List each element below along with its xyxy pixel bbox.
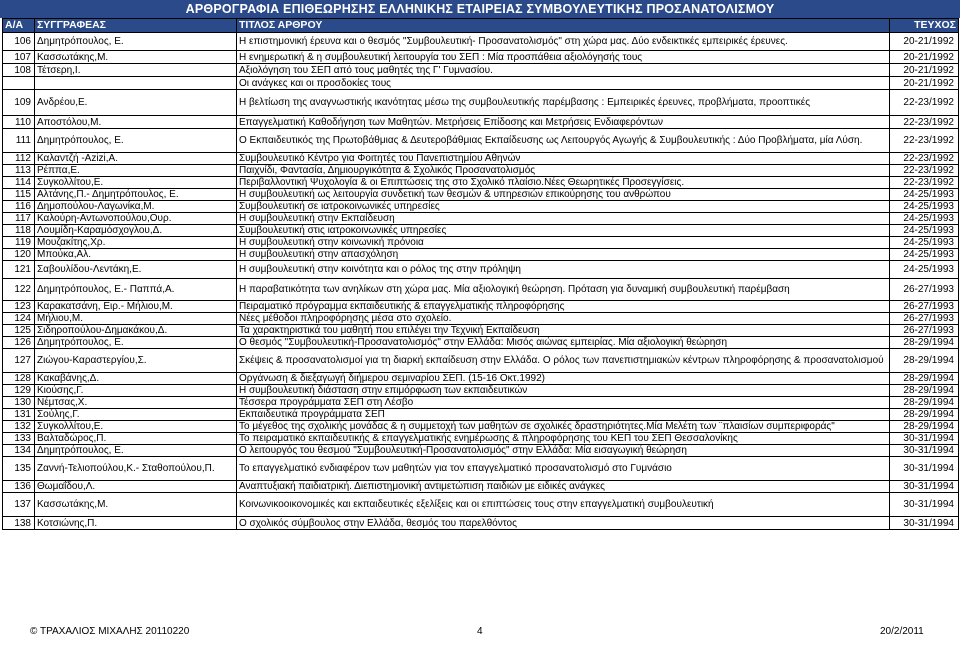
row-issue: 30-31/1994 bbox=[890, 457, 959, 481]
table-row bbox=[3, 301, 959, 313]
row-issue: 30-31/1994 bbox=[890, 433, 959, 445]
row-number: 126 bbox=[3, 337, 35, 349]
table-row bbox=[3, 397, 959, 409]
row-issue: 30-31/1994 bbox=[890, 493, 959, 517]
row-number: 111 bbox=[3, 129, 35, 153]
row-issue: 28-29/1994 bbox=[890, 373, 959, 385]
row-title: Ο σχολικός σύμβουλος στην Ελλάδα, θεσμός του παρελθόντος bbox=[237, 517, 890, 530]
row-number: 135 bbox=[3, 457, 35, 481]
row-author: Μήλιου,Μ. bbox=[35, 313, 237, 325]
table-row bbox=[3, 409, 959, 421]
row-number: 113 bbox=[3, 165, 35, 177]
row-issue: 22-23/1992 bbox=[890, 177, 959, 189]
row-issue: 22-23/1992 bbox=[890, 116, 959, 129]
row-issue: 24-25/1993 bbox=[890, 249, 959, 261]
row-author: Καλαντζή -Azizi,Α. bbox=[35, 153, 237, 165]
row-title: Η επιστημονική έρευνα και ο θεσμός "Συμβουλευτική- Προσανατολισμός" στη χώρα μας. Δύο ενδεικτικές εμπειρικές έρευνες. bbox=[237, 33, 890, 51]
row-title: Περιβαλλοντική Ψυχολογία & οι Επιπτώσεις της στο Σχολικό πλαίσιο.Νέες Θεωρητικές Προσεγγίσεις. bbox=[237, 177, 890, 189]
row-title: Τέσσερα προγράμματα ΣΕΠ στη Λέσβο bbox=[237, 397, 890, 409]
row-author: Δημοπούλου-Λαγωνίκα,Μ. bbox=[35, 201, 237, 213]
footer-copyright: © ΤΡΑΧΑΛΙΟΣ ΜΙΧΑΛΗΣ 20110220 bbox=[30, 626, 190, 637]
table-row bbox=[3, 261, 959, 279]
row-issue: 28-29/1994 bbox=[890, 349, 959, 373]
row-title: Νέες μέθοδοι πληροφόρησης μέσα στο σχολείο. bbox=[237, 313, 890, 325]
page-title: ΑΡΘΡΟΓΡΑΦΙΑ ΕΠΙΘΕΩΡΗΣΗΣ ΕΛΛΗΝΙΚΗΣ ΕΤΑΙΡΕΙΑΣ ΣΥΜΒΟΥΛΕΥΤΙΚΗΣ ΠΡΟΣΑΝΑΤΟΛΙΣΜΟΥ bbox=[0, 0, 960, 18]
row-author: Δημητρόπουλος, Ε. bbox=[35, 337, 237, 349]
row-issue: 24-25/1993 bbox=[890, 225, 959, 237]
row-title: Συμβουλευτική σε ιατροκοινωνικές υπηρεσίες bbox=[237, 201, 890, 213]
row-author: Μουζακίτης,Χρ. bbox=[35, 237, 237, 249]
row-title: Η ενημερωτική & η συμβουλευτική λειτουργία του ΣΕΠ : Μία προσπάθεια αξιολόγησής τους bbox=[237, 51, 890, 64]
row-title: Πειραματικό πρόγραμμα εκπαιδευτικής & επαγγελματικής πληροφόρησης bbox=[237, 301, 890, 313]
row-title: Η βελτίωση της αναγνωστικής ικανότητας μέσω της συμβουλευτικής παρέμβασης : Εμπειρικές έρευνες, προβλήματα, προοπτικές bbox=[237, 90, 890, 116]
row-author: Ανδρέου,Ε. bbox=[35, 90, 237, 116]
row-number: 116 bbox=[3, 201, 35, 213]
table-row bbox=[3, 493, 959, 517]
row-author: Καλούρη-Αντωνοπούλου,Ουρ. bbox=[35, 213, 237, 225]
row-issue: 20-21/1992 bbox=[890, 33, 959, 51]
row-issue: 30-31/1994 bbox=[890, 481, 959, 493]
row-number: 128 bbox=[3, 373, 35, 385]
row-author: Ρέππα,Ε. bbox=[35, 165, 237, 177]
row-number: 127 bbox=[3, 349, 35, 373]
row-title: Οι ανάγκες και οι προσδοκίες τους bbox=[237, 77, 890, 90]
row-number: 121 bbox=[3, 261, 35, 279]
row-number: 118 bbox=[3, 225, 35, 237]
row-issue: 28-29/1994 bbox=[890, 421, 959, 433]
table-row bbox=[3, 90, 959, 116]
row-issue: 26-27/1993 bbox=[890, 279, 959, 301]
column-header-issue: ΤΕΥΧΟΣ bbox=[890, 19, 959, 33]
row-title: Το μέγεθος της σχολικής μονάδας & η συμμετοχή των μαθητών σε σχολικές δραστηριότητες.Μία Μελέτη των ¨πλαισίων συμπεριφοράς" bbox=[237, 421, 890, 433]
row-number: 133 bbox=[3, 433, 35, 445]
table-row bbox=[3, 433, 959, 445]
table-row bbox=[3, 457, 959, 481]
row-issue: 22-23/1992 bbox=[890, 165, 959, 177]
row-issue: 24-25/1993 bbox=[890, 189, 959, 201]
table-row bbox=[3, 225, 959, 237]
row-number: 122 bbox=[3, 279, 35, 301]
row-title: Συμβουλευτική στις ιατροκοινωνικές υπηρεσίες bbox=[237, 225, 890, 237]
row-issue: 20-21/1992 bbox=[890, 51, 959, 64]
row-title: Επαγγελματική Καθοδήγηση των Μαθητών. Μετρήσεις Επίδοσης και Μετρήσεις Ενδιαφερόντων bbox=[237, 116, 890, 129]
row-title: Εκπαιδευτικά προγράμματα ΣΕΠ bbox=[237, 409, 890, 421]
row-title: Το επαγγελματικό ενδιαφέρον των μαθητών για τον επαγγελματικό προσανατολισμό στο Γυμνάσιο bbox=[237, 457, 890, 481]
row-issue: 28-29/1994 bbox=[890, 337, 959, 349]
row-number: 117 bbox=[3, 213, 35, 225]
row-author bbox=[35, 77, 237, 90]
table-row bbox=[3, 213, 959, 225]
row-issue: 28-29/1994 bbox=[890, 409, 959, 421]
table-row bbox=[3, 279, 959, 301]
row-issue: 28-29/1994 bbox=[890, 397, 959, 409]
table-row bbox=[3, 77, 959, 90]
table-row bbox=[3, 445, 959, 457]
table-row bbox=[3, 129, 959, 153]
row-author: Αλτάνης,Π.- Δημητρόπουλος, Ε. bbox=[35, 189, 237, 201]
row-number: 124 bbox=[3, 313, 35, 325]
row-number: 129 bbox=[3, 385, 35, 397]
row-author: Δημητρόπουλος, Ε. bbox=[35, 129, 237, 153]
row-author: Καρακατσάνη, Ειρ.- Μήλιου,Μ. bbox=[35, 301, 237, 313]
table-row bbox=[3, 337, 959, 349]
row-author: Θωμαΐδου,Λ. bbox=[35, 481, 237, 493]
table-row bbox=[3, 421, 959, 433]
row-author: Κακαβάνης,Δ. bbox=[35, 373, 237, 385]
row-title: Η συμβουλευτική στην κοινότητα και ο ρόλος της στην πρόληψη bbox=[237, 261, 890, 279]
row-title: Παιχνίδι, Φαντασία, Δημιουργικότητα & Σχολικός Προσανατολισμός bbox=[237, 165, 890, 177]
table-row bbox=[3, 237, 959, 249]
row-number: 130 bbox=[3, 397, 35, 409]
row-author: Κασσωτάκης,Μ. bbox=[35, 51, 237, 64]
row-number: 137 bbox=[3, 493, 35, 517]
row-issue: 22-23/1992 bbox=[890, 90, 959, 116]
column-header-number: Α/Α bbox=[3, 19, 35, 33]
row-title: Η συμβουλευτική στην κοινωνική πρόνοια bbox=[237, 237, 890, 249]
row-number: 109 bbox=[3, 90, 35, 116]
row-number: 125 bbox=[3, 325, 35, 337]
row-number: 112 bbox=[3, 153, 35, 165]
row-number: 115 bbox=[3, 189, 35, 201]
row-title: Ο λειτουργός του θεσμού "Συμβουλευτική-Προσανατολισμός" στην Ελλάδα: Μία εισαγωγική θεώρηση bbox=[237, 445, 890, 457]
row-number: 134 bbox=[3, 445, 35, 457]
footer-page-number: 4 bbox=[477, 626, 483, 637]
table-row bbox=[3, 481, 959, 493]
row-title: Η συμβουλευτική στην Εκπαίδευση bbox=[237, 213, 890, 225]
row-author: Τέτσερη,Ι. bbox=[35, 64, 237, 77]
column-header-title: ΤΙΤΛΟΣ ΑΡΘΡΟΥ bbox=[237, 19, 890, 33]
row-number: 114 bbox=[3, 177, 35, 189]
row-author: Ζαννή-Τελιοπούλου,Κ.- Σταθοπούλου,Π. bbox=[35, 457, 237, 481]
table-row bbox=[3, 313, 959, 325]
table-row bbox=[3, 33, 959, 51]
row-author: Δημητρόπουλος, Ε. bbox=[35, 33, 237, 51]
row-author: Σούλης,Γ. bbox=[35, 409, 237, 421]
row-author: Λουμίδη-Καραμόσχογλου,Δ. bbox=[35, 225, 237, 237]
row-author: Δημητρόπουλος, Ε. bbox=[35, 445, 237, 457]
table-row bbox=[3, 116, 959, 129]
row-issue: 26-27/1993 bbox=[890, 313, 959, 325]
row-title: Αξιολόγηση του ΣΕΠ από τους μαθητές της Γ' Γυμνασίου. bbox=[237, 64, 890, 77]
table-row bbox=[3, 64, 959, 77]
row-title: Η συμβουλευτική διάσταση στην επιμόρφωση των εκπαιδευτικών bbox=[237, 385, 890, 397]
row-number: 107 bbox=[3, 51, 35, 64]
row-number bbox=[3, 77, 35, 90]
row-author: Μπούκα,Αλ. bbox=[35, 249, 237, 261]
row-title: Η συμβουλευτική ως λειτουργία συνδετική των θεσμών & υπηρεσιών επικούρησης του ανθρώπου bbox=[237, 189, 890, 201]
row-number: 131 bbox=[3, 409, 35, 421]
table-row bbox=[3, 153, 959, 165]
table-row bbox=[3, 349, 959, 373]
table-row bbox=[3, 201, 959, 213]
row-title: Αναπτυξιακή παιδιατρική. Διεπιστημονική αντιμετώπιση παιδιών με ειδικές ανάγκες bbox=[237, 481, 890, 493]
table-row bbox=[3, 165, 959, 177]
row-number: 110 bbox=[3, 116, 35, 129]
row-issue: 26-27/1993 bbox=[890, 325, 959, 337]
row-issue: 30-31/1994 bbox=[890, 445, 959, 457]
row-issue: 26-27/1993 bbox=[890, 301, 959, 313]
table-row bbox=[3, 51, 959, 64]
table-row bbox=[3, 325, 959, 337]
row-author: Ζιώγου-Καραστεργίου,Σ. bbox=[35, 349, 237, 373]
articles-table bbox=[2, 18, 959, 530]
row-author: Σιδηροπούλου-Δημακάκου,Δ. bbox=[35, 325, 237, 337]
row-author: Αποστόλου,Μ. bbox=[35, 116, 237, 129]
table-row bbox=[3, 517, 959, 530]
table-row bbox=[3, 249, 959, 261]
row-author: Συγκολλίτου,Ε. bbox=[35, 421, 237, 433]
row-number: 123 bbox=[3, 301, 35, 313]
row-title: Η παραβατικότητα των ανηλίκων στη χώρα μας. Μία αξιολογική θεώρηση. Πρόταση για δυναμική συμβουλευτική παρέμβαση bbox=[237, 279, 890, 301]
footer-date: 20/2/2011 bbox=[880, 626, 924, 637]
row-title: Ο Εκπαιδευτικός της Πρωτοβάθμιας & Δευτεροβάθμιας Εκπαίδευσης ως Λειτουργός Αγωγής & Συμβουλευτικής : Δύο Προβλήματα, μία Λύση. bbox=[237, 129, 890, 153]
row-number: 108 bbox=[3, 64, 35, 77]
row-author: Νέμτσας,Χ. bbox=[35, 397, 237, 409]
row-title: Κοινωνικοοικονομικές και εκπαιδευτικές εξελίξεις και οι επιπτώσεις τους στην επαγγελματική συμβουλευτική bbox=[237, 493, 890, 517]
row-title: Η συμβουλευτική στην απασχόληση bbox=[237, 249, 890, 261]
row-author: Δημητρόπουλος, Ε.- Παππά,Α. bbox=[35, 279, 237, 301]
table-header-row bbox=[3, 19, 959, 33]
table-row bbox=[3, 177, 959, 189]
row-number: 132 bbox=[3, 421, 35, 433]
row-title: Συμβουλευτικό Κέντρο για Φοιτητές του Πανεπιστημίου Αθηνών bbox=[237, 153, 890, 165]
row-title: Τα χαρακτηριστικά του μαθητή που επιλέγει την Τεχνική Εκπαίδευση bbox=[237, 325, 890, 337]
row-issue: 30-31/1994 bbox=[890, 517, 959, 530]
row-title: Οργάνωση & διεξαγωγή διήμερου σεμιναρίου ΣΕΠ. (15-16 Οκτ.1992) bbox=[237, 373, 890, 385]
row-title: Το πειραματικό εκπαιδευτικής & επαγγελματικής ενημέρωσης & πληροφόρησης του ΚΕΠ του ΣΕΠ Θεσσαλονίκης bbox=[237, 433, 890, 445]
row-issue: 24-25/1993 bbox=[890, 201, 959, 213]
row-number: 136 bbox=[3, 481, 35, 493]
row-title: Σκέψεις & προσανατολισμοί για τη διαρκή εκπαίδευση στην Ελλάδα. Ο ρόλος των πανεπιστημιακών κέντρων πληροφόρησης & προσανατολισμού bbox=[237, 349, 890, 373]
row-author: Βαλταδώρος,Π. bbox=[35, 433, 237, 445]
row-issue: 22-23/1992 bbox=[890, 129, 959, 153]
row-issue: 28-29/1994 bbox=[890, 385, 959, 397]
row-number: 120 bbox=[3, 249, 35, 261]
row-author: Σαβουλίδου-Λεντάκη,Ε. bbox=[35, 261, 237, 279]
table-body bbox=[3, 33, 959, 530]
row-author: Κιούσης,Γ. bbox=[35, 385, 237, 397]
row-issue: 24-25/1993 bbox=[890, 261, 959, 279]
row-issue: 22-23/1992 bbox=[890, 153, 959, 165]
column-header-author: ΣΥΓΓΡΑΦΕΑΣ bbox=[35, 19, 237, 33]
row-issue: 20-21/1992 bbox=[890, 64, 959, 77]
row-number: 119 bbox=[3, 237, 35, 249]
row-issue: 24-25/1993 bbox=[890, 237, 959, 249]
row-author: Συγκολλίτου,Ε. bbox=[35, 177, 237, 189]
row-number: 138 bbox=[3, 517, 35, 530]
row-author: Κοτσιώνης,Π. bbox=[35, 517, 237, 530]
row-number: 106 bbox=[3, 33, 35, 51]
table-row bbox=[3, 385, 959, 397]
row-title: Ο θεσμός "Συμβουλευτική-Προσανατολισμός" στην Ελλάδα: Μισός αιώνας εμπειρίας. Μία αξιολογική θεώρηση bbox=[237, 337, 890, 349]
row-issue: 20-21/1992 bbox=[890, 77, 959, 90]
table-row bbox=[3, 189, 959, 201]
row-author: Κασσωτάκης,Μ. bbox=[35, 493, 237, 517]
page-footer bbox=[0, 622, 960, 640]
row-issue: 24-25/1993 bbox=[890, 213, 959, 225]
table-row bbox=[3, 373, 959, 385]
